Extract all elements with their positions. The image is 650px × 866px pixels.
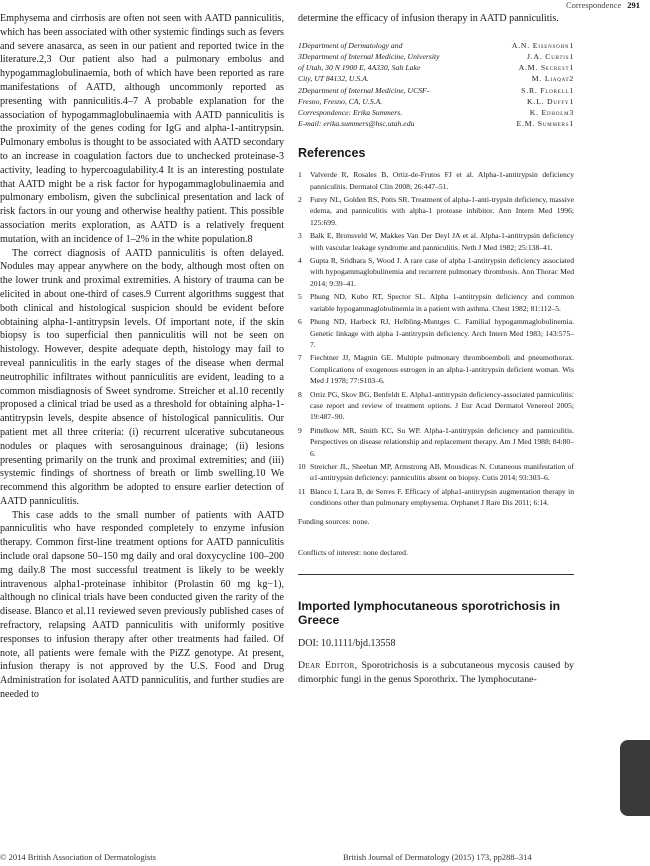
reference-item xyxy=(298,255,574,289)
reference-text: Ortiz PG, Skov BG, Benfeldt E. Alpha1-antitrypsin deficiency-associated panniculitis: case report and review of treatment options. J Eur Acad Dermatol Venereol 2005; 19:487–90. xyxy=(310,389,574,422)
reference-item xyxy=(298,461,574,484)
affiliation-row xyxy=(298,62,574,73)
funding-note: Funding sources: none. xyxy=(298,516,370,526)
affiliation-row xyxy=(298,118,574,129)
reference-item xyxy=(298,194,574,228)
reference-number: 9 xyxy=(298,425,302,435)
reference-text: Phung ND, Kubo RT, Spector SL. Alpha 1-antitrypsin deficiency and common variable hypogammaglobulinemia in a patient with asthma. Chest 1982; 81:112–5. xyxy=(310,292,574,313)
body-paragraph-1: Emphysema and cirrhosis are often not seen with AATD panniculitis, which has been associated with other systemic findings such as fevers and severe anasarca, as seen in our patient and reported twice in the literature.2,3 Our patient also had a pulmonary embolus and hypogammaglobulinaemia, both of which have been reported as rare manifestations of AATD, although uncommonly reported as presenting with panniculitis.4–7 A probable explanation for the association of hypogammaglobulinaemia with AATD panniculitis is the proximity of the genes coding for IgG and alpha-1-antitrypsin. Pulmonary embolus is thought to be associated with AATD secondary to an increase in coagulation factors due to unchecked proteinase-3 activity, leading to hypercoagulability.4 It is an interesting postulate that AATD might be a risk factor for hypogammaglobulinaemia and pulmonary embolism, given the subclinical presentation and lack of risk factors in our young and otherwise healthy patient. This possible association merits exploration, as AATD is a relatively frequent mutation, with an incidence of 1–2% in the white population.8 xyxy=(0,13,284,245)
footer-journal: British Journal of Dermatology (2015) 173, pp288–314 xyxy=(343,852,532,862)
reference-text: Fiechtner JJ, Magnin GE. Multiple pulmonary thromboemboli and pneumothorax. Complications of exogenous estrogen in an alpha-1-antitrypsin deficient woman. Wis Med J 1978; 77:S103–6. xyxy=(310,353,574,386)
article-title: Imported lymphocutaneous sporotrichosis in Greece xyxy=(298,599,561,628)
continued-paragraph: determine the efficacy of infusion therapy in AATD panniculitis. xyxy=(298,13,559,24)
body-paragraph-2: The correct diagnosis of AATD panniculitis is often delayed. Nodules may appear anywhere on the body, although most often on the lower trunk and proximal extremities. A history of trauma can be elicited in about one-third of cases.9 Current algorithms suggest that both clinical and histological suspicion should be evident before obtaining alpha-1-antitrypsin levels. Of important note, if the skin biopsy is too superficial then panniculitis will not be seen on histology. However, despite adequate depth, histology may fail to reveal panniculitis in the early stages of the disease when dermal neutrophilic infiltrates without panniculitis are evident, leading to a common misdiagnosis of Sweet syndrome. Streicher et al.10 recently proposed a clinical triad be used as a threshold for obtaining alpha-1-antitrypsin levels, despite absence of histological panniculitis. Our patient met all three criteria: (i) recurrent ulcerative subcutaneous nodules or plaques with serosanguinous drainage; (ii) lesions presenting primarily on the trunk and proximal extremities; and (iii) systemic findings of shortness of breath or limb swelling.10 We recommend this algorithm be adopted to ensure earlier detection of AATD panniculitis. xyxy=(0,247,284,507)
salutation: Dear Editor, xyxy=(298,659,358,671)
reference-item xyxy=(298,352,574,386)
reference-text: Streicher JL, Sheehan MP, Armstrong AB, Mousdicas N. Cutaneous manifestation of α1-antitrypsin deficiency: panniculitis absent on biopsy. Cutis 2014; 93:303–6. xyxy=(310,461,574,483)
author-name: K.L. Duffy1 xyxy=(527,96,574,106)
author-affiliations xyxy=(298,40,574,130)
reference-number: 6 xyxy=(298,317,302,327)
reference-text: Furey NL, Golden RS, Potts SR. Treatment of alpha-1-anti-trypsin deficiency, massive edema, and panniculitis with alpha-1 protease inhibitor. Ann Intern Med 1996; 125:699. xyxy=(310,195,574,227)
right-column xyxy=(298,12,574,686)
reference-number: 8 xyxy=(298,389,302,399)
reference-item xyxy=(298,316,574,350)
reference-number: 1 xyxy=(298,170,302,180)
affiliation-text: Fresno, Fresno, CA, U.S.A. xyxy=(298,96,383,106)
lead-text: Sporotrichosis is a subcutaneous mycosis caused by dimorphic fungi in the genus Sporothrix. The lymphocutane- xyxy=(298,659,574,685)
running-header xyxy=(566,0,640,12)
reference-text: Balk E, Bronsveld W, Makkes Van Der Deyl JA et al. Alpha-1-antitrypsin deficiency with vascular leakage syndrome and panniculitis. Neth J Med 1982; 25:138–41. xyxy=(310,231,574,252)
reference-item xyxy=(298,169,574,192)
references-heading: References xyxy=(298,146,366,161)
reference-number: 5 xyxy=(298,292,302,302)
side-thumb-tab xyxy=(620,740,650,816)
reference-list xyxy=(298,169,574,508)
reference-number: 10 xyxy=(298,461,306,471)
body-paragraph-3: This case adds to the small number of patients with AATD panniculitis who have responded completely to enzyme infusion therapy. Common first-line treatment options for AATD panniculitis include oral dapsone 50–150 mg daily and oral doxycycline 100–200 mg daily.8 The most successful treatment is likely to be weekly intravenous alpha1-proteinase inhibitor (Prolastin 60 mg kg−1), although no clinical trials have been conducted given the rarity of the disease. Blanco et al.11 reviewed seven previously published cases of refractory, relapsing AATD panniculitis with uniformly positive responses to infusion therapy after other treatments had failed. Of note, all patients were female with the PiZZ genotype. At present, infusion therapy is not approved by the U.S. Food and Drug Administration for isolated AATD panniculitis, and further studies are needed to xyxy=(0,509,284,701)
doi-text: DOI: 10.1111/bjd.13558 xyxy=(298,638,396,650)
affiliation-row xyxy=(298,51,574,62)
footer-copyright: © 2014 British Association of Dermatologists xyxy=(0,852,156,862)
left-column xyxy=(0,12,284,702)
email-text: E-mail: erika.summers@hsc.utah.edu xyxy=(298,119,415,129)
reference-number: 7 xyxy=(298,353,302,363)
conflicts-note: Conflicts of interest: none declared. xyxy=(298,548,408,558)
reference-item xyxy=(298,230,574,253)
author-name: J.A. Curtis1 xyxy=(526,52,574,61)
section-name: Correspondence xyxy=(566,0,622,10)
reference-text: Phung ND, Harbeck RJ, Helbling-Muntges C. Familial hypogammaglobulinemia. Genetic linkage with alpha 1-antitrypsin deficiency. Arch Intern Med 1983; 143:575–7. xyxy=(310,317,574,349)
section-divider xyxy=(298,574,574,575)
affiliation-row xyxy=(298,40,574,51)
author-name: K. Edholm3 xyxy=(529,108,574,118)
author-name: A.M. Secrest1 xyxy=(518,63,574,73)
reference-text: Pittelkow MR, Smith KC, Su WP. Alpha-1-antitrypsin deficiency and panniculitis. Perspectives on disease relationship and replacement therapy. Am J Med 1988; 84:80–6. xyxy=(310,425,574,458)
reference-number: 4 xyxy=(298,256,302,266)
affiliation-row xyxy=(298,107,574,118)
reference-item xyxy=(298,486,574,509)
affiliation-row xyxy=(298,96,574,107)
reference-item xyxy=(298,389,574,423)
reference-number: 3 xyxy=(298,231,302,241)
affiliation-text: 3Department of Internal Medicine, University xyxy=(298,52,440,61)
author-name: A.N. Eisensohn1 xyxy=(511,40,574,50)
reference-item xyxy=(298,425,574,459)
reference-text: Valverde R, Rosales B, Ortiz-de-Frutos FJ et al. Alpha-1-antitrypsin deficiency panniculitis. Dermatol Clin 2008; 26:447–51. xyxy=(310,170,574,191)
author-name: M. Liaqat2 xyxy=(531,74,574,84)
article-lead xyxy=(298,659,574,686)
affiliation-text: 2Department of Internal Medicine, UCSF- xyxy=(298,85,430,95)
affiliation-text: of Utah, 30 N 1900 E, 4A330, Salt Lake xyxy=(298,63,421,73)
reference-text: Blanco I, Lara B, de Serres F. Efficacy of alpha1-antitrypsin augmentation therapy in conditions other than pulmonary emphysema. Orphanet J Rare Dis 2011; 6:14. xyxy=(310,486,574,508)
reference-text: Gupta R, Sridhara S, Wood J. A rare case of alpha 1-antitrypsin deficiency associated with hypogammaglobulinemia and recurrent pulmonary thrombosis. Ann Thorac Med 2014; 9:39–41. xyxy=(310,256,574,288)
reference-item xyxy=(298,291,574,314)
reference-number: 2 xyxy=(298,195,302,205)
reference-number: 11 xyxy=(298,486,306,496)
affiliation-row xyxy=(298,85,574,96)
author-name: S.R. Florell1 xyxy=(521,85,574,95)
correspondence-text: Correspondence: Erika Summers. xyxy=(298,108,403,118)
author-name: E.M. Summers1 xyxy=(516,119,574,129)
page-number: 291 xyxy=(627,0,640,10)
affiliation-text: 1Department of Dermatology and xyxy=(298,40,403,50)
affiliation-row xyxy=(298,73,574,84)
affiliation-text: City, UT 84132, U.S.A. xyxy=(298,74,369,84)
